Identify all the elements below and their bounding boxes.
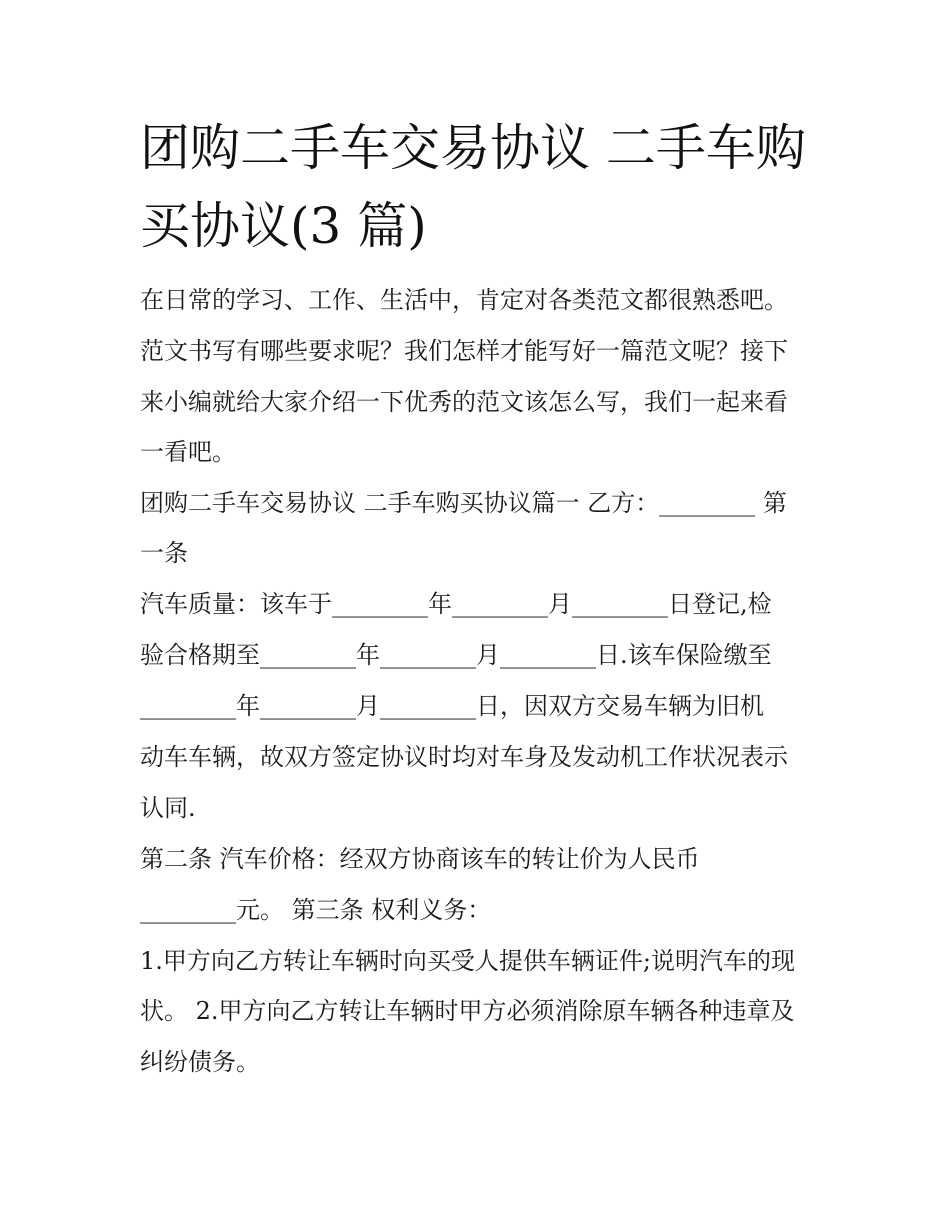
body-line-2: 范文书写有哪些要求呢？我们怎样才能写好一篇范文呢？接下: [140, 337, 788, 365]
body-line-8: 验合格期至________年________月________日.该车保险缴至: [140, 641, 772, 669]
body-line-12: 第二条 汽车价格：经双方协商该车的转让价为人民币: [140, 845, 700, 873]
body-line-9: ________年________月________日，因双方交易车辆为旧机: [140, 692, 764, 720]
document-title-line-2: 买协议(3 篇): [140, 197, 427, 255]
body-line-6: 一条: [140, 539, 188, 567]
body-line-11: 认同.: [140, 794, 196, 822]
body-line-10: 动车车辆，故双方签定协议时均对车身及发动机工作状况表示: [140, 743, 788, 771]
body-line-13: ________元。 第三条 权利义务：: [140, 896, 492, 924]
body-line-7: 汽车质量：该车于________年________月________日登记,检: [140, 590, 772, 618]
body-line-5: 团购二手车交易协议 二手车购买协议篇一 乙方：________ 第: [140, 489, 787, 517]
body-line-4: 一看吧。: [140, 438, 236, 466]
body-line-1: 在日常的学习、工作、生活中，肯定对各类范文都很熟悉吧。: [140, 286, 788, 314]
document-title-line-1: 团购二手车交易协议 二手车购: [140, 119, 806, 177]
body-line-15: 状。 2.甲方向乙方转让车辆时甲方必须消除原车辆各种违章及: [140, 997, 795, 1025]
body-line-16: 纠纷债务。: [140, 1048, 260, 1076]
body-line-3: 来小编就给大家介绍一下优秀的范文该怎么写，我们一起来看: [140, 388, 788, 416]
body-line-14: 1.甲方向乙方转让车辆时向买受人提供车辆证件;说明汽车的现: [140, 947, 795, 975]
